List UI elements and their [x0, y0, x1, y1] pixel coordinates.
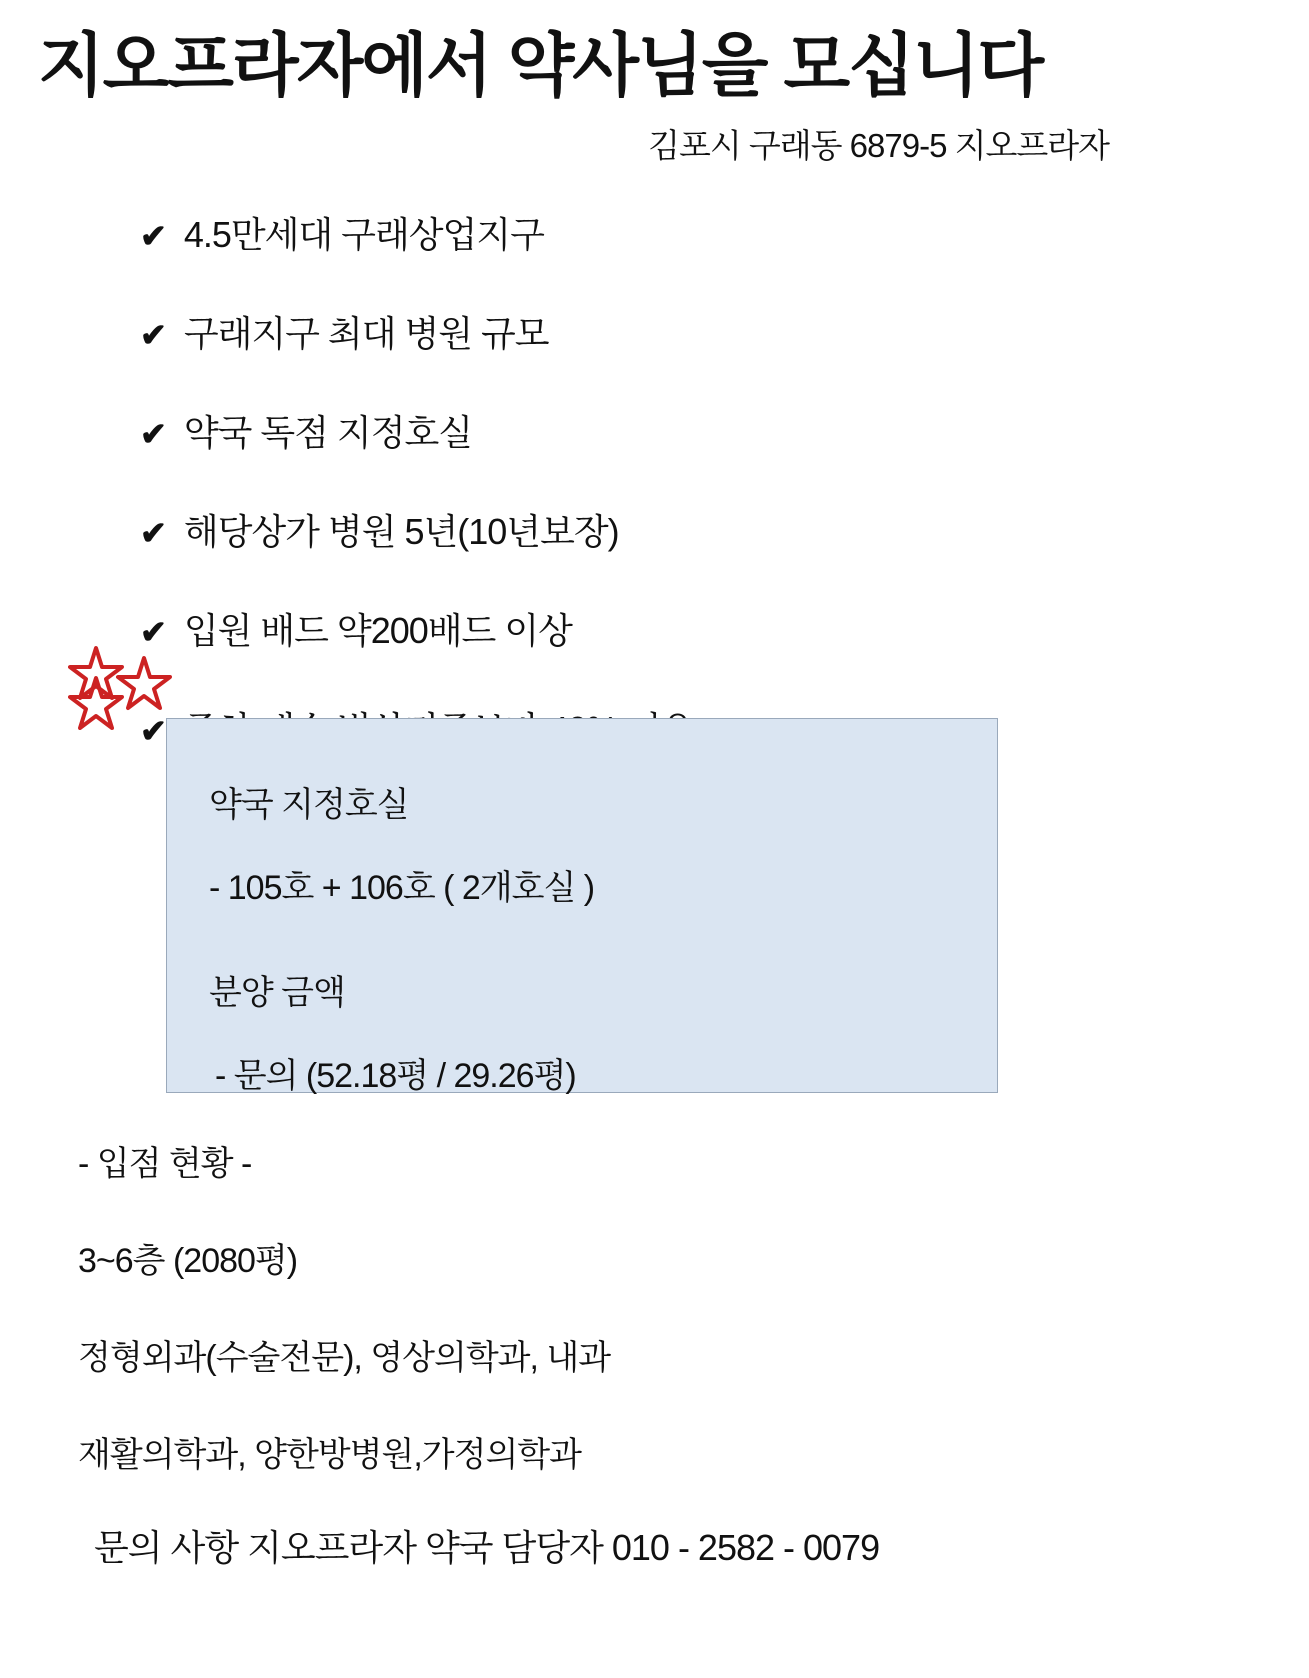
- info-line-price-value: - 문의 (52.18평 / 29.26평): [215, 1057, 576, 1095]
- page-title: 지오프라자에서 약사님을 모십니다: [38, 27, 1043, 104]
- flyer-page: [0, 28, 1309, 1678]
- check-icon: ✔: [140, 217, 166, 254]
- tenant-status-heading: - 입점 현황 -: [78, 1145, 252, 1183]
- tenant-status-row: 3~6층 (2080평): [78, 1242, 298, 1280]
- list-item: [140, 306, 1309, 357]
- check-icon: ✔: [140, 514, 166, 551]
- list-item: [140, 405, 1309, 456]
- list-item-label: 4.5만세대 구래상업지구: [183, 213, 544, 255]
- pharmacy-info-box: [166, 718, 998, 1093]
- tenant-status-section: [78, 1136, 1228, 1476]
- info-line-price-title: 분양 금액: [209, 974, 345, 1012]
- stars-decoration-icon: [68, 640, 188, 730]
- tenant-status-row: 정형외과(수술전문), 영상의학과, 내과: [78, 1339, 611, 1377]
- list-item: [140, 207, 1309, 258]
- check-icon: ✔: [140, 712, 166, 749]
- info-line-unit-title: 약국 지정호실: [209, 786, 409, 824]
- list-item-label: 약국 독점 지정호실: [183, 411, 473, 453]
- list-item-label: 입원 배드 약200배드 이상: [183, 609, 572, 651]
- list-item: [140, 504, 1309, 555]
- check-icon: ✔: [140, 316, 166, 353]
- check-icon: ✔: [140, 415, 166, 452]
- page-subtitle: 김포시 구래동 6879-5 지오프라자: [648, 126, 1109, 164]
- list-item: [140, 603, 1309, 654]
- list-item-label: 해당상가 병원 5년(10년보장): [183, 510, 619, 552]
- info-line-unit-value: - 105호 + 106호 ( 2개호실 ): [209, 869, 595, 907]
- list-item-label: 구래지구 최대 병원 규모: [183, 312, 549, 354]
- contact-footer: 문의 사항 지오프라자 약국 담당자 010 - 2582 - 0079: [94, 1527, 880, 1568]
- feature-list: [0, 207, 1309, 753]
- tenant-status-row: 재활의학과, 양한방병원,가정의학과: [78, 1436, 581, 1474]
- check-icon: ✔: [140, 613, 166, 650]
